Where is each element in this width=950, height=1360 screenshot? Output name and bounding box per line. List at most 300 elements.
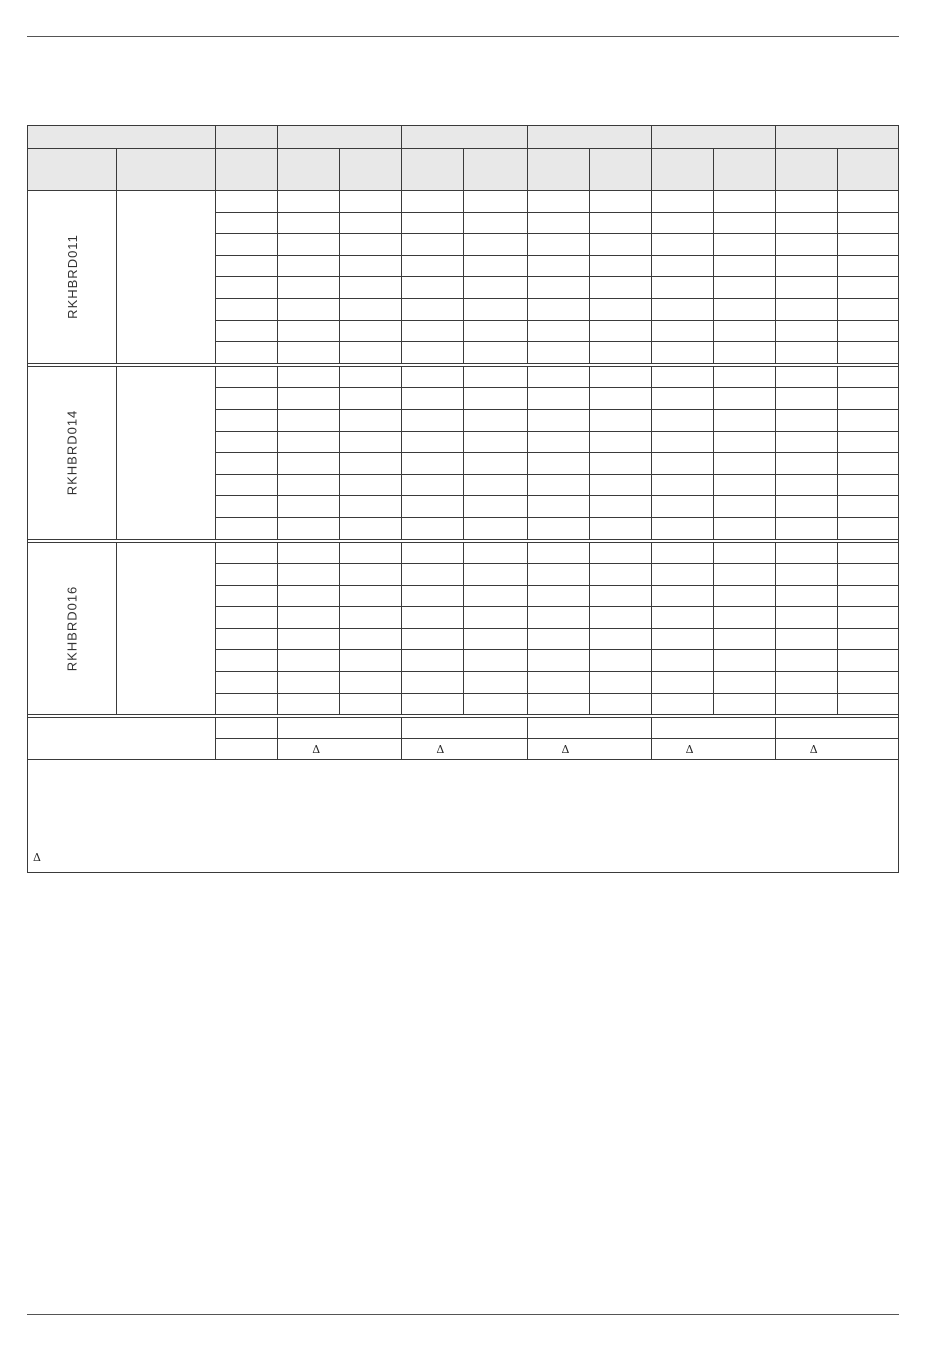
table-cell bbox=[527, 388, 589, 410]
table-cell bbox=[713, 298, 775, 320]
table-cell bbox=[651, 542, 713, 564]
table-cell bbox=[278, 564, 340, 586]
table-cell bbox=[837, 255, 898, 277]
table-cell bbox=[216, 672, 278, 694]
table-cell bbox=[340, 564, 402, 586]
header-cell bbox=[117, 149, 216, 191]
table-cell bbox=[464, 628, 527, 650]
table-row bbox=[28, 542, 899, 564]
table-cell bbox=[589, 542, 651, 564]
table-cell bbox=[651, 564, 713, 586]
table-cell bbox=[278, 607, 340, 629]
table-cell bbox=[402, 453, 464, 475]
table-cell bbox=[837, 650, 898, 672]
specification-table bbox=[27, 125, 899, 873]
table-cell bbox=[527, 607, 589, 629]
table-cell bbox=[651, 277, 713, 299]
table-cell bbox=[589, 342, 651, 364]
header-cell bbox=[278, 149, 340, 191]
table-cell bbox=[402, 298, 464, 320]
header-cell bbox=[216, 149, 278, 191]
table-cell bbox=[464, 234, 527, 256]
table-cell bbox=[713, 191, 775, 213]
header-cell bbox=[775, 126, 898, 149]
table-cell bbox=[216, 650, 278, 672]
table-cell bbox=[775, 298, 837, 320]
table-cell bbox=[589, 628, 651, 650]
table-cell bbox=[775, 628, 837, 650]
table-cell bbox=[651, 431, 713, 453]
table-cell bbox=[216, 718, 278, 739]
table-cell bbox=[713, 693, 775, 715]
table-cell bbox=[402, 542, 464, 564]
footer-row bbox=[28, 718, 899, 739]
table-cell bbox=[464, 298, 527, 320]
table-cell bbox=[837, 628, 898, 650]
table-cell bbox=[527, 496, 589, 518]
table-cell bbox=[216, 277, 278, 299]
table-cell bbox=[651, 628, 713, 650]
table-cell bbox=[464, 650, 527, 672]
table-cell bbox=[589, 234, 651, 256]
table-cell bbox=[527, 255, 589, 277]
table-cell bbox=[527, 474, 589, 496]
table-cell bbox=[278, 474, 340, 496]
model-name-cell bbox=[28, 366, 117, 539]
header-cell bbox=[651, 149, 713, 191]
table-cell bbox=[527, 453, 589, 475]
table-cell bbox=[775, 672, 837, 694]
table-cell bbox=[837, 191, 898, 213]
table-cell bbox=[278, 388, 340, 410]
table-cell bbox=[713, 212, 775, 234]
table-cell bbox=[837, 672, 898, 694]
table-cell bbox=[837, 693, 898, 715]
delta-symbol: Δ bbox=[312, 742, 321, 756]
delta-cell bbox=[278, 739, 402, 760]
table-cell bbox=[340, 650, 402, 672]
table-cell bbox=[278, 672, 340, 694]
table-cell bbox=[464, 431, 527, 453]
table-cell bbox=[402, 234, 464, 256]
table-cell bbox=[775, 496, 837, 518]
table-cell bbox=[402, 255, 464, 277]
model-name-cell bbox=[28, 542, 117, 715]
table-cell bbox=[651, 474, 713, 496]
table-cell bbox=[775, 191, 837, 213]
table-cell bbox=[837, 388, 898, 410]
table-cell bbox=[464, 693, 527, 715]
table-cell bbox=[589, 212, 651, 234]
table-cell bbox=[713, 366, 775, 388]
table-cell bbox=[589, 585, 651, 607]
table-cell bbox=[340, 517, 402, 539]
table-cell bbox=[589, 191, 651, 213]
header-cell bbox=[589, 149, 651, 191]
notes-symbol: Δ bbox=[33, 851, 41, 865]
table-cell bbox=[340, 628, 402, 650]
table-cell bbox=[589, 388, 651, 410]
table-cell bbox=[402, 474, 464, 496]
table-cell bbox=[527, 409, 589, 431]
table-cell bbox=[402, 564, 464, 586]
header-cell bbox=[651, 126, 775, 149]
table-cell bbox=[402, 409, 464, 431]
table-row bbox=[28, 366, 899, 388]
header-cell bbox=[216, 126, 278, 149]
header-cell bbox=[527, 126, 651, 149]
header-cell bbox=[402, 126, 527, 149]
table-cell bbox=[278, 650, 340, 672]
table-cell bbox=[278, 342, 340, 364]
table-cell bbox=[651, 693, 713, 715]
table-cell bbox=[278, 191, 340, 213]
table-cell bbox=[775, 212, 837, 234]
table-cell bbox=[464, 409, 527, 431]
table-cell bbox=[651, 191, 713, 213]
model-name: RKHBRD014 bbox=[64, 409, 80, 496]
table-cell bbox=[651, 517, 713, 539]
table-cell bbox=[216, 409, 278, 431]
table-cell bbox=[464, 320, 527, 342]
table-cell bbox=[464, 388, 527, 410]
table-cell bbox=[527, 342, 589, 364]
footer-label-cell bbox=[28, 718, 216, 760]
header-rule bbox=[27, 36, 899, 37]
table-cell bbox=[775, 320, 837, 342]
table-cell bbox=[837, 342, 898, 364]
specification-table-container bbox=[27, 125, 899, 873]
table-cell bbox=[278, 320, 340, 342]
table-cell bbox=[340, 342, 402, 364]
table-cell bbox=[464, 277, 527, 299]
table-cell bbox=[651, 650, 713, 672]
table-cell bbox=[464, 517, 527, 539]
header-cell bbox=[340, 149, 402, 191]
table-cell bbox=[216, 453, 278, 475]
table-cell bbox=[278, 453, 340, 475]
table-cell bbox=[464, 542, 527, 564]
header-row-1 bbox=[28, 126, 899, 149]
table-cell bbox=[216, 496, 278, 518]
table-cell bbox=[589, 672, 651, 694]
table-cell bbox=[589, 564, 651, 586]
table-cell bbox=[527, 585, 589, 607]
header-cell bbox=[837, 149, 898, 191]
model-name-cell bbox=[28, 191, 117, 364]
table-cell bbox=[340, 255, 402, 277]
table-cell bbox=[340, 212, 402, 234]
table-cell bbox=[464, 342, 527, 364]
table-cell bbox=[837, 212, 898, 234]
table-cell bbox=[464, 496, 527, 518]
table-cell bbox=[216, 607, 278, 629]
table-cell bbox=[278, 366, 340, 388]
table-cell bbox=[837, 496, 898, 518]
table-cell bbox=[216, 693, 278, 715]
header-row-2 bbox=[28, 149, 899, 191]
table-cell bbox=[527, 693, 589, 715]
table-cell bbox=[713, 234, 775, 256]
table-cell bbox=[837, 585, 898, 607]
header-cell bbox=[28, 126, 216, 149]
table-cell bbox=[464, 255, 527, 277]
table-cell bbox=[775, 388, 837, 410]
table-cell bbox=[340, 409, 402, 431]
table-cell bbox=[340, 585, 402, 607]
table-cell bbox=[402, 342, 464, 364]
table-cell bbox=[589, 366, 651, 388]
table-cell bbox=[589, 474, 651, 496]
delta-symbol: Δ bbox=[809, 742, 818, 756]
table-cell bbox=[464, 585, 527, 607]
table-cell bbox=[713, 342, 775, 364]
table-cell bbox=[402, 191, 464, 213]
table-cell bbox=[278, 298, 340, 320]
table-cell bbox=[216, 212, 278, 234]
table-cell bbox=[527, 517, 589, 539]
table-cell bbox=[278, 409, 340, 431]
table-cell bbox=[527, 298, 589, 320]
table-cell bbox=[278, 496, 340, 518]
table-cell bbox=[775, 366, 837, 388]
table-cell bbox=[278, 212, 340, 234]
table-cell bbox=[651, 607, 713, 629]
table-cell bbox=[589, 320, 651, 342]
table-cell bbox=[340, 607, 402, 629]
delta-symbol: Δ bbox=[685, 742, 694, 756]
table-cell bbox=[340, 366, 402, 388]
table-cell bbox=[651, 672, 713, 694]
table-cell bbox=[837, 542, 898, 564]
table-cell bbox=[713, 564, 775, 586]
table-cell bbox=[837, 564, 898, 586]
table-cell bbox=[527, 191, 589, 213]
table-cell bbox=[589, 277, 651, 299]
table-cell bbox=[713, 496, 775, 518]
table-cell bbox=[713, 453, 775, 475]
table-cell bbox=[464, 191, 527, 213]
table-cell bbox=[464, 607, 527, 629]
table-cell bbox=[340, 431, 402, 453]
table-cell bbox=[837, 409, 898, 431]
table-cell bbox=[527, 277, 589, 299]
table-cell bbox=[713, 474, 775, 496]
header-cell bbox=[713, 149, 775, 191]
table-cell bbox=[713, 388, 775, 410]
table-cell bbox=[589, 298, 651, 320]
table-cell bbox=[340, 496, 402, 518]
table-cell bbox=[713, 585, 775, 607]
table-cell bbox=[402, 496, 464, 518]
table-cell bbox=[340, 388, 402, 410]
model-detail-cell bbox=[117, 366, 216, 539]
table-cell bbox=[837, 607, 898, 629]
header-cell bbox=[775, 149, 837, 191]
table-cell bbox=[713, 320, 775, 342]
table-cell bbox=[589, 607, 651, 629]
table-cell bbox=[651, 234, 713, 256]
table-cell bbox=[216, 628, 278, 650]
table-cell bbox=[527, 212, 589, 234]
table-cell bbox=[402, 585, 464, 607]
table-cell bbox=[651, 388, 713, 410]
table-cell bbox=[775, 431, 837, 453]
table-cell bbox=[713, 409, 775, 431]
table-row bbox=[28, 191, 899, 213]
table-cell bbox=[775, 234, 837, 256]
table-cell bbox=[589, 517, 651, 539]
table-cell bbox=[402, 277, 464, 299]
model-name: RKHBRD016 bbox=[64, 585, 80, 672]
table-cell bbox=[216, 320, 278, 342]
header-cell bbox=[402, 149, 464, 191]
table-cell bbox=[775, 474, 837, 496]
table-cell bbox=[340, 234, 402, 256]
table-cell bbox=[402, 650, 464, 672]
table-cell bbox=[775, 607, 837, 629]
table-cell bbox=[775, 517, 837, 539]
table-cell bbox=[837, 453, 898, 475]
header-cell bbox=[28, 149, 117, 191]
table-cell bbox=[216, 342, 278, 364]
table-cell bbox=[837, 277, 898, 299]
table-cell bbox=[402, 431, 464, 453]
table-cell bbox=[216, 234, 278, 256]
table-cell bbox=[527, 672, 589, 694]
table-cell bbox=[775, 585, 837, 607]
table-cell bbox=[402, 388, 464, 410]
table-cell bbox=[340, 191, 402, 213]
table-cell bbox=[775, 693, 837, 715]
model-detail-cell bbox=[117, 191, 216, 364]
table-cell bbox=[216, 739, 278, 760]
table-cell bbox=[527, 366, 589, 388]
notes-row bbox=[28, 760, 899, 873]
table-cell bbox=[589, 650, 651, 672]
table-cell bbox=[340, 672, 402, 694]
footer-value-cell bbox=[651, 718, 775, 739]
table-cell bbox=[216, 474, 278, 496]
delta-cell bbox=[651, 739, 775, 760]
delta-symbol: Δ bbox=[561, 742, 570, 756]
delta-cell bbox=[402, 739, 527, 760]
table-cell bbox=[837, 366, 898, 388]
table-cell bbox=[464, 212, 527, 234]
delta-cell bbox=[775, 739, 898, 760]
table-cell bbox=[837, 431, 898, 453]
header-cell bbox=[464, 149, 527, 191]
table-cell bbox=[340, 320, 402, 342]
table-cell bbox=[527, 431, 589, 453]
table-cell bbox=[464, 366, 527, 388]
table-cell bbox=[216, 298, 278, 320]
table-cell bbox=[278, 431, 340, 453]
table-cell bbox=[402, 366, 464, 388]
table-cell bbox=[340, 542, 402, 564]
table-cell bbox=[713, 431, 775, 453]
table-cell bbox=[837, 474, 898, 496]
table-cell bbox=[216, 542, 278, 564]
table-cell bbox=[775, 564, 837, 586]
table-cell bbox=[651, 212, 713, 234]
table-cell bbox=[527, 564, 589, 586]
table-cell bbox=[402, 672, 464, 694]
table-cell bbox=[713, 277, 775, 299]
table-cell bbox=[837, 234, 898, 256]
table-cell bbox=[216, 517, 278, 539]
footer-value-cell bbox=[278, 718, 402, 739]
table-cell bbox=[216, 366, 278, 388]
table-cell bbox=[651, 255, 713, 277]
table-cell bbox=[278, 277, 340, 299]
table-cell bbox=[216, 431, 278, 453]
table-cell bbox=[464, 564, 527, 586]
delta-cell bbox=[527, 739, 651, 760]
table-cell bbox=[589, 409, 651, 431]
table-cell bbox=[402, 320, 464, 342]
table-cell bbox=[340, 474, 402, 496]
table-cell bbox=[216, 564, 278, 586]
table-cell bbox=[216, 585, 278, 607]
table-cell bbox=[775, 409, 837, 431]
table-cell bbox=[527, 542, 589, 564]
table-cell bbox=[278, 585, 340, 607]
table-cell bbox=[464, 474, 527, 496]
table-cell bbox=[340, 693, 402, 715]
table-cell bbox=[340, 277, 402, 299]
table-cell bbox=[527, 320, 589, 342]
table-cell bbox=[278, 517, 340, 539]
table-cell bbox=[651, 366, 713, 388]
table-cell bbox=[651, 298, 713, 320]
table-cell bbox=[216, 388, 278, 410]
table-cell bbox=[278, 628, 340, 650]
table-cell bbox=[837, 320, 898, 342]
footer-value-cell bbox=[527, 718, 651, 739]
table-cell bbox=[651, 342, 713, 364]
table-cell bbox=[651, 585, 713, 607]
table-cell bbox=[464, 672, 527, 694]
table-cell bbox=[402, 607, 464, 629]
table-cell bbox=[402, 628, 464, 650]
header-cell bbox=[278, 126, 402, 149]
table-cell bbox=[278, 542, 340, 564]
table-cell bbox=[775, 650, 837, 672]
table-cell bbox=[713, 517, 775, 539]
table-cell bbox=[775, 255, 837, 277]
footer-value-cell bbox=[402, 718, 527, 739]
table-cell bbox=[713, 672, 775, 694]
delta-symbol: Δ bbox=[436, 742, 445, 756]
table-cell bbox=[340, 298, 402, 320]
table-cell bbox=[402, 517, 464, 539]
table-cell bbox=[216, 255, 278, 277]
table-cell bbox=[589, 255, 651, 277]
table-cell bbox=[713, 650, 775, 672]
table-cell bbox=[527, 628, 589, 650]
table-cell bbox=[837, 517, 898, 539]
table-cell bbox=[651, 496, 713, 518]
model-name: RKHBRD011 bbox=[64, 234, 80, 320]
table-cell bbox=[713, 628, 775, 650]
notes-cell bbox=[28, 760, 899, 873]
footer-value-cell bbox=[775, 718, 898, 739]
footer-rule bbox=[27, 1314, 899, 1315]
table-cell bbox=[775, 453, 837, 475]
table-cell bbox=[527, 234, 589, 256]
table-cell bbox=[713, 607, 775, 629]
